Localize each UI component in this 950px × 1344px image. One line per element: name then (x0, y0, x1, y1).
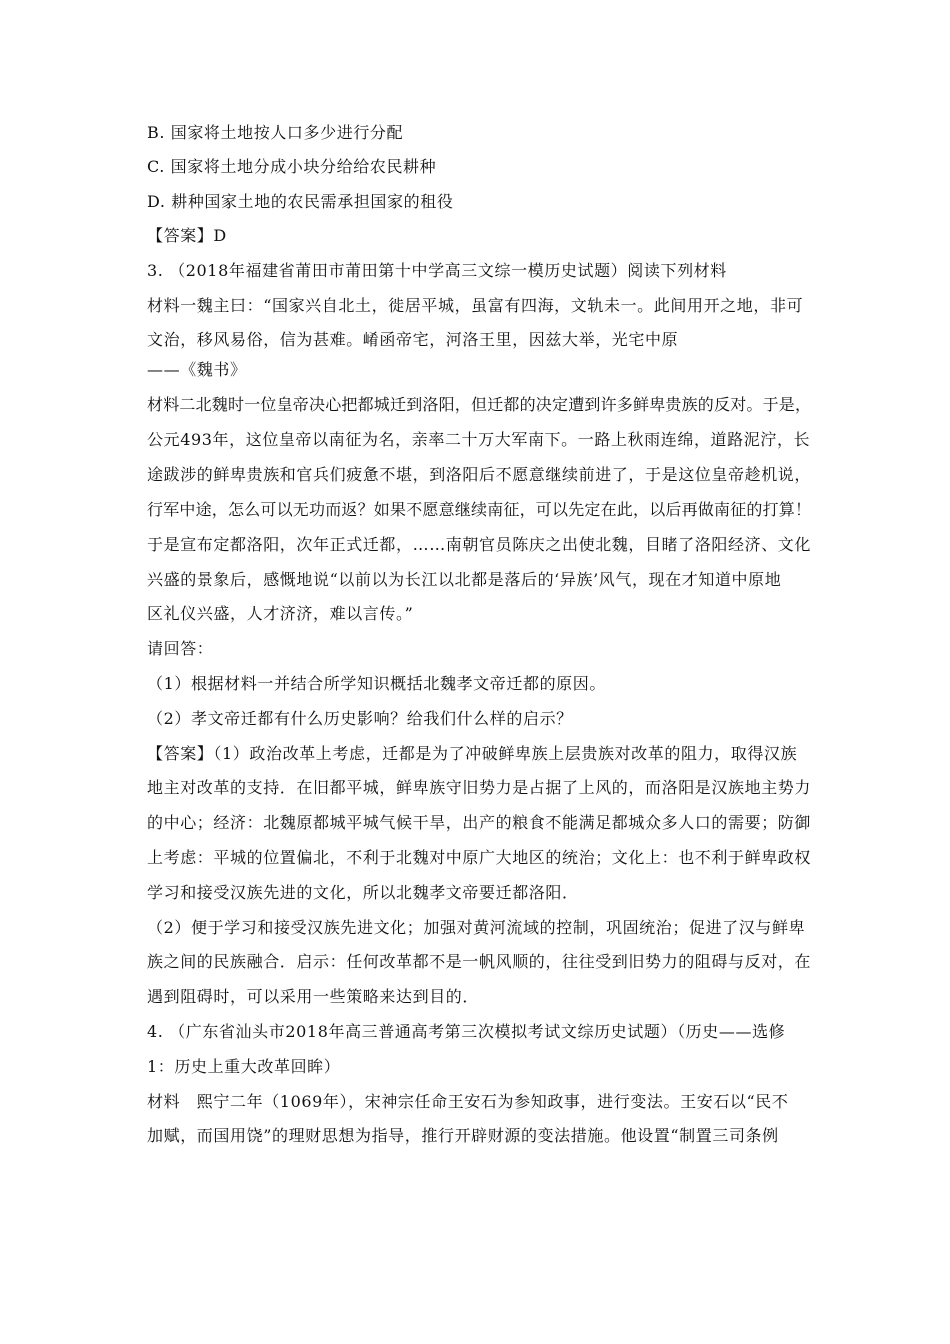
q4-material-line: 加赋，而国用饶”的理财思想为指导，推行开辟财源的变法措施。他设置“制置三司条例 (147, 1126, 779, 1145)
q3-material2-line: 材料二北魏时一位皇帝决心把都城迁到洛阳，但迁都的决定遭到许多鲜卑贵族的反对。于是， (147, 395, 812, 414)
q3-question-1: （1）根据材料一并结合所学知识概括北魏孝文帝迁都的原因。 (147, 674, 606, 693)
q3-answer-1-line: 上考虑：平城的位置偏北，不利于北魏对中原广大地区的统治；文化上：也不利于鲜卑政权 (147, 848, 812, 867)
q3-material1-line: 文治，移风易俗，信为甚难。崤函帝宅，河洛王里，因兹大举，光宅中原 (147, 330, 679, 349)
q3-material1-line: 材料一魏主曰：“国家兴自北土，徙居平城，虽富有四海，文轨未一。此间用开之地，非可 (147, 296, 804, 315)
q3-material2-line: 于是宣布定都洛阳，次年正式迁都，……南朝官员陈庆之出使北魏，目睹了洛阳经济、文化 (147, 535, 812, 554)
q3-answer-1-line: 学习和接受汉族先进的文化，所以北魏孝文帝要迁都洛阳． (147, 883, 579, 902)
q3-material2-line: 公元493年，这位皇帝以南征为名，亲率二十万大军南下。一路上秋雨连绵，道路泥泞，长 (147, 430, 811, 449)
q3-answer-1-line: 地主对改革的支持．在旧都平城，鲜卑族守旧势力是占据了上风的，而洛阳是汉族地主势力 (147, 778, 812, 797)
q3-material2-line: 兴盛的景象后，感慨地说“以前以为长江以北都是落后的‘异族’风气，现在才知道中原地 (147, 570, 782, 589)
q3-header: 3. （2018年福建省莆田市莆田第十中学高三文综一模历史试题）阅读下列材料 (147, 261, 727, 280)
q3-prompt: 请回答： (147, 639, 214, 658)
q3-answer-2-line: （2）便于学习和接受汉族先进文化；加强对黄河流域的控制，巩固统治；促进了汉与鲜卑 (147, 918, 806, 937)
q3-answer-2-line: 遇到阻碍时，可以采用一些策略来达到目的． (147, 987, 480, 1006)
q3-material2-line: 行军中途，怎么可以无功而返？如果不愿意继续南征，可以先定在此，以后再做南征的打算！ (147, 500, 812, 519)
q4-header-line: 1：历史上重大改革回眸） (147, 1057, 341, 1076)
q4-material-line: 材料 熙宁二年（1069年），宋神宗任命王安石为参知政事，进行变法。王安石以“民不 (147, 1092, 789, 1111)
q3-material2-line: 途跋涉的鲜卑贵族和官兵们疲惫不堪，到洛阳后不愿意继续前进了，于是这位皇帝趁机说， (147, 465, 812, 484)
q2-answer: 【答案】D (147, 226, 227, 245)
q2-option-c: C. 国家将土地分成小块分给给农民耕种 (147, 157, 437, 176)
q2-option-b: B. 国家将土地按人口多少进行分配 (147, 123, 404, 142)
q4-header-line: 4. （广东省汕头市2018年高三普通高考第三次模拟考试文综历史试题）（历史——选修 (147, 1022, 786, 1041)
q3-answer-2-line: 族之间的民族融合．启示：任何改革都不是一帆风顺的，往往受到旧势力的阻碍与反对，在 (147, 952, 812, 971)
q3-question-2: （2）孝文帝迁都有什么历史影响？给我们什么样的启示？ (147, 709, 573, 728)
q3-answer-1-line: 【答案】（1）政治改革上考虑，迁都是为了冲破鲜卑族上层贵族对改革的阻力，取得汉族 (147, 744, 798, 763)
q2-option-d: D. 耕种国家土地的农民需承担国家的租役 (147, 192, 454, 211)
q3-answer-1-line: 的中心；经济：北魏原都城平城气候干旱，出产的粮食不能满足都城众多人口的需要；防御 (147, 813, 812, 832)
q3-material1-source: ——《魏书》 (147, 360, 247, 379)
q3-material2-line: 区礼仪兴盛，人才济济，难以言传。” (147, 604, 414, 623)
